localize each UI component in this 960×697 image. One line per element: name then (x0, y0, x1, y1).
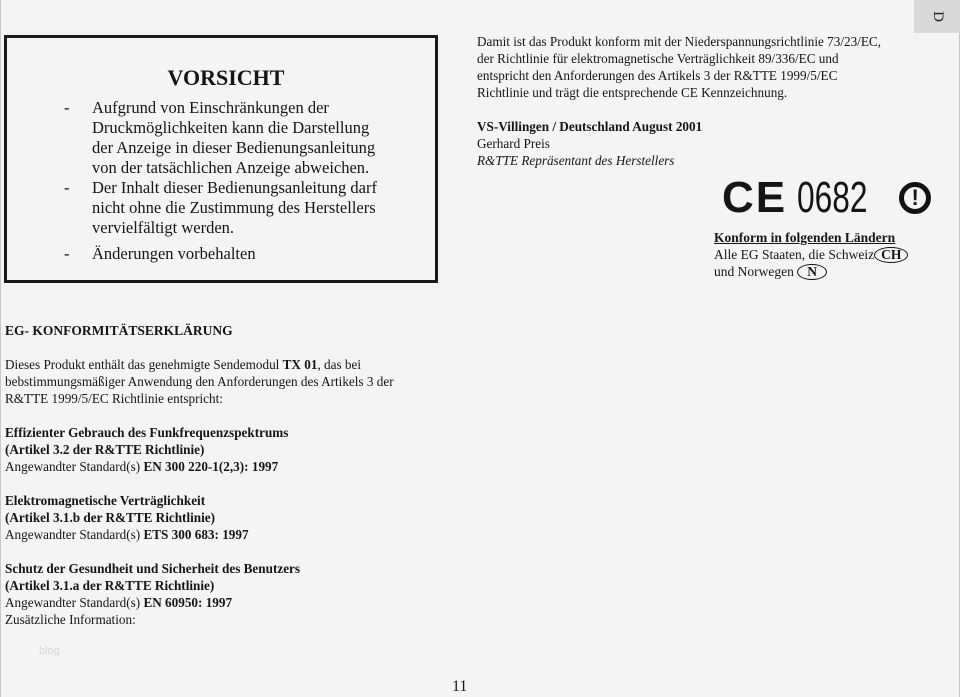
warning-line: Aufgrund von Einschränkungen der (92, 98, 329, 117)
section-article: (Artikel 3.1.a der R&TTE Richtlinie) (5, 578, 215, 593)
bullet: - (64, 98, 70, 117)
standard-label: Angewandter Standard(s) (5, 595, 144, 610)
countries-block (714, 229, 954, 280)
module-name: TX 01 (282, 357, 318, 372)
section-heading: Effizienter Gebrauch des Funkfrequenzspektrums (5, 425, 289, 440)
warning-list (64, 98, 434, 264)
ce-marking (722, 173, 931, 223)
countries-text: Alle EG Staaten, die Schweiz (714, 247, 875, 262)
warning-line: Der Inhalt dieser Bedienungsanleitung darf (92, 178, 377, 197)
warning-line: vervielfältigt werden. (92, 218, 235, 237)
signer-role: R&TTE Repräsentant des Herstellers (477, 153, 675, 168)
section-standard (5, 458, 465, 475)
standard-label: Angewandter Standard(s) (5, 527, 144, 542)
page-number: 11 (452, 678, 468, 695)
standard-value: EN 60950: 1997 (143, 595, 233, 610)
section-tab (914, 0, 960, 33)
section-article: (Artikel 3.2 der R&TTE Richtlinie) (5, 442, 205, 457)
section-article: (Artikel 3.1.b der R&TTE Richtlinie) (5, 510, 216, 525)
bullet: - (64, 178, 70, 197)
countries-line (714, 263, 954, 280)
country-code-badge: CH (874, 247, 908, 263)
warning-title: VORSICHT (167, 65, 285, 90)
declaration-title: EG- KONFORMITÄTSERKLÄRUNG (5, 323, 233, 338)
standard-value: EN 300 220-1(2,3): 1997 (143, 459, 279, 474)
warning-line: Druckmöglichkeiten kann die Darstellung (92, 118, 370, 137)
page-edge (0, 0, 1, 697)
declaration (5, 322, 465, 628)
warning-line: von der tatsächlichen Anzeige abweichen. (92, 158, 370, 177)
section-standard (5, 594, 465, 611)
bullet: - (64, 244, 70, 263)
countries-heading: Konform in folgenden Ländern (714, 230, 896, 245)
notified-body-number: 0682 (797, 173, 868, 222)
warning-line: der Anzeige in dieser Bedienungsanleitung (92, 138, 376, 157)
country-code-badge: N (797, 264, 827, 280)
place-date: VS-Villingen / Deutschland August 2001 (477, 119, 703, 134)
declaration-intro (5, 356, 465, 373)
statement-line: entspricht den Anforderungen des Artikels 3 der R&TTE 1999/5/EC (477, 68, 838, 83)
declaration-intro: R&TTE 1999/5/EC Richtlinie entspricht: (5, 391, 223, 406)
warning-item (64, 178, 434, 238)
section-heading: Schutz der Gesundheit und Sicherheit des Benutzers (5, 561, 301, 576)
watermark: blog (39, 645, 60, 657)
additional-info: Zusätzliche Information: (5, 612, 136, 627)
intro-text: Dieses Produkt enthält das genehmigte Sendemodul (5, 357, 283, 372)
section-tab-label: D (929, 11, 946, 22)
section-standard (5, 526, 465, 543)
intro-text: , das bei (317, 357, 362, 372)
declaration-intro: bebstimmungsmäßiger Anwendung den Anforderungen des Artikels 3 der (5, 374, 394, 389)
warning-line: Änderungen vorbehalten (92, 244, 256, 263)
alert-symbol: ! (911, 185, 919, 210)
standard-value: ETS 300 683: 1997 (143, 527, 249, 542)
standard-label: Angewandter Standard(s) (5, 459, 144, 474)
warning-item (64, 244, 434, 264)
warning-line: nicht ohne die Zustimmung des Herstellers (92, 198, 376, 217)
ce-logo-icon: CE (722, 173, 788, 222)
countries-text: und Norwegen (714, 264, 794, 279)
statement-line: Damit ist das Produkt konform mit der Niederspannungsrichtlinie 73/23/EC, (477, 34, 881, 49)
warning-item (64, 98, 434, 178)
signer-name: Gerhard Preis (477, 136, 550, 151)
alert-class-icon (899, 182, 931, 214)
section-heading: Elektromagnetische Verträglichkeit (5, 493, 206, 508)
statement-line: Richtlinie und trägt die entsprechende CE Kennzeichnung. (477, 85, 788, 100)
countries-line (714, 246, 954, 263)
conformity-statement (477, 33, 917, 169)
warning-box (4, 35, 438, 283)
statement-line: der Richtlinie für elektromagnetische Verträglichkeit 89/336/EC und (477, 51, 839, 66)
